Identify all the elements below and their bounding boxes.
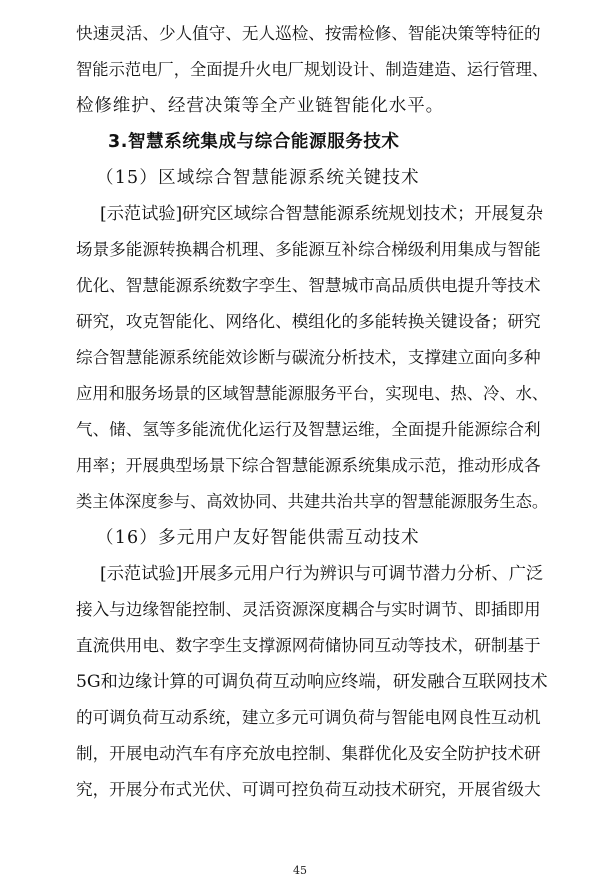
paragraph-line: [示范试验]研究区域综合智慧能源系统规划技术；开展复杂 [100, 204, 544, 224]
paragraph-line: 优化、智慧能源系统数字孪生、智慧城市高品质供电提升等技术 [76, 276, 541, 295]
paragraph-line: 检修维护、经营决策等全产业链智能化水平。 [76, 96, 444, 116]
section-heading: 3.智慧系统集成与综合能源服务技术 [108, 132, 400, 152]
paragraph-line: 5G和边缘计算的可调负荷互动响应终端，研发融合互联网技术 [76, 672, 548, 692]
item-16-title: （16）多元用户友好智能供需互动技术 [96, 528, 420, 548]
paragraph-line: [示范试验]开展多元用户行为辨识与可调节潜力分析、广泛 [100, 564, 544, 584]
paragraph-line: 用率；开展典型场景下综合智慧能源系统集成示范，推动形成各 [76, 456, 541, 475]
page-number: 45 [293, 864, 307, 877]
paragraph-line: 接入与边缘智能控制、灵活资源深度耦合与实时调节、即插即用 [76, 600, 541, 619]
paragraph-line: 场景多能源转换耦合机理、多能源互补综合梯级利用集成与智能 [76, 240, 541, 259]
item-15-title: （15）区域综合智慧能源系统关键技术 [96, 168, 420, 188]
paragraph-line: 类主体深度参与、高效协同、共建共治共享的智慧能源服务生态。 [76, 492, 549, 511]
paragraph-line: 制，开展电动汽车有序充放电控制、集群优化及安全防护技术研 [76, 744, 541, 763]
paragraph-line: 的可调负荷互动系统，建立多元可调负荷与智能电网良性互动机 [76, 708, 541, 727]
paragraph-line: 究，开展分布式光伏、可调可控负荷互动技术研究，开展省级大 [76, 780, 541, 799]
paragraph-line: 研究，攻克智能化、网络化、模组化的多能转换关键设备；研究 [76, 312, 541, 331]
paragraph-line: 快速灵活、少人值守、无人巡检、按需检修、智能决策等特征的 [76, 24, 541, 43]
paragraph-line: 直流供用电、数字孪生支撑源网荷储协同互动等技术，研制基于 [76, 636, 541, 655]
paragraph-line: 综合智慧能源系统能效诊断与碳流分析技术，支撑建立面向多种 [76, 348, 541, 367]
paragraph-line: 应用和服务场景的区域智慧能源服务平台，实现电、热、冷、水、 [76, 384, 549, 403]
paragraph-line: 气、储、氢等多能流优化运行及智慧运维，全面提升能源综合利 [76, 420, 541, 439]
paragraph-line: 智能示范电厂，全面提升火电厂规划设计、制造建造、运行管理、 [76, 60, 549, 79]
